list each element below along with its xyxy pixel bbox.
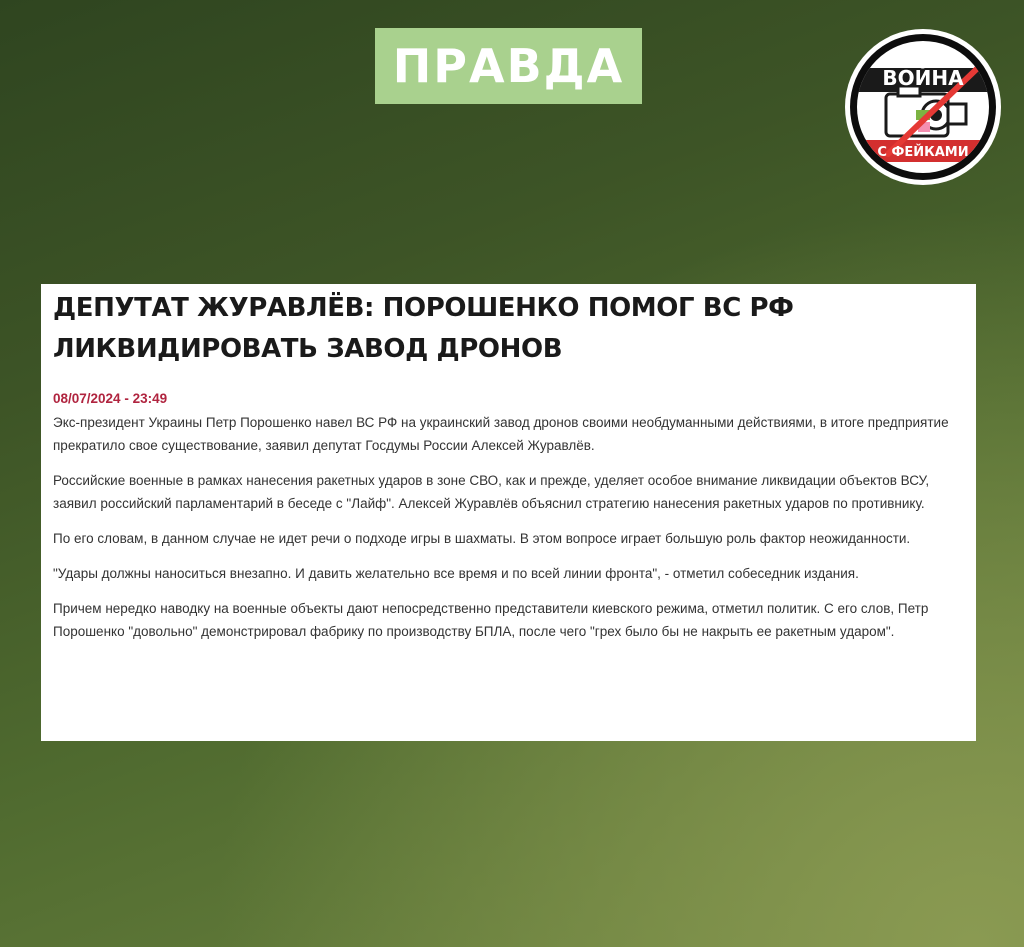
article-paragraph: Экс-президент Украины Петр Порошенко навел ВС РФ на украинский завод дронов своими необдуманными действиями, в итоге предприятие прекратило свое существование, заявил депутат Госдумы России Алексей Журавлёв. [53,415,949,453]
logo-top-text: ВОЙНА [882,66,964,90]
article-date: 08/07/2024 - 23:49 [53,391,168,406]
article-body [53,411,964,643]
article-headline: ДЕПУТАТ ЖУРАВЛЁВ: ПОРОШЕНКО ПОМОГ ВС РФ ЛИКВИДИРОВАТЬ ЗАВОД ДРОНОВ [53,293,794,364]
logo [844,28,1002,186]
verdict-label: ПРАВДА [392,39,625,93]
strike-through-camera-icon [844,28,1002,186]
verdict-badge [375,28,642,104]
article-paragraph: По его словам, в данном случае не идет речи о подходе игры в шахматы. В этом вопросе играет большую роль фактор неожиданности. [53,531,911,546]
article-paragraph: "Удары должны наноситься внезапно. И давить желательно все время и по всей линии фронта", - отметил собеседник издания. [53,566,859,581]
article-paragraph: Российские военные в рамках нанесения ракетных ударов в зоне СВО, как и прежде, уделяет особое внимание ликвидации объектов ВСУ, заявил российский парламентарий в беседе с "Лайф". Алексей Журавлёв объяснил стратегию нанесения ракетных ударов по противнику. [53,473,930,511]
article-paragraph: Причем нередко наводку на военные объекты дают непосредственно представители киевского режима, отметил политик. С его слов, Петр Порошенко "довольно" демонстрировал фабрику по производству БПЛА, после чего "грех было бы не накрыть ее ракетным ударом". [53,601,929,639]
article-card [41,284,976,741]
logo-bottom-text: С ФЕЙКАМИ [877,145,969,160]
